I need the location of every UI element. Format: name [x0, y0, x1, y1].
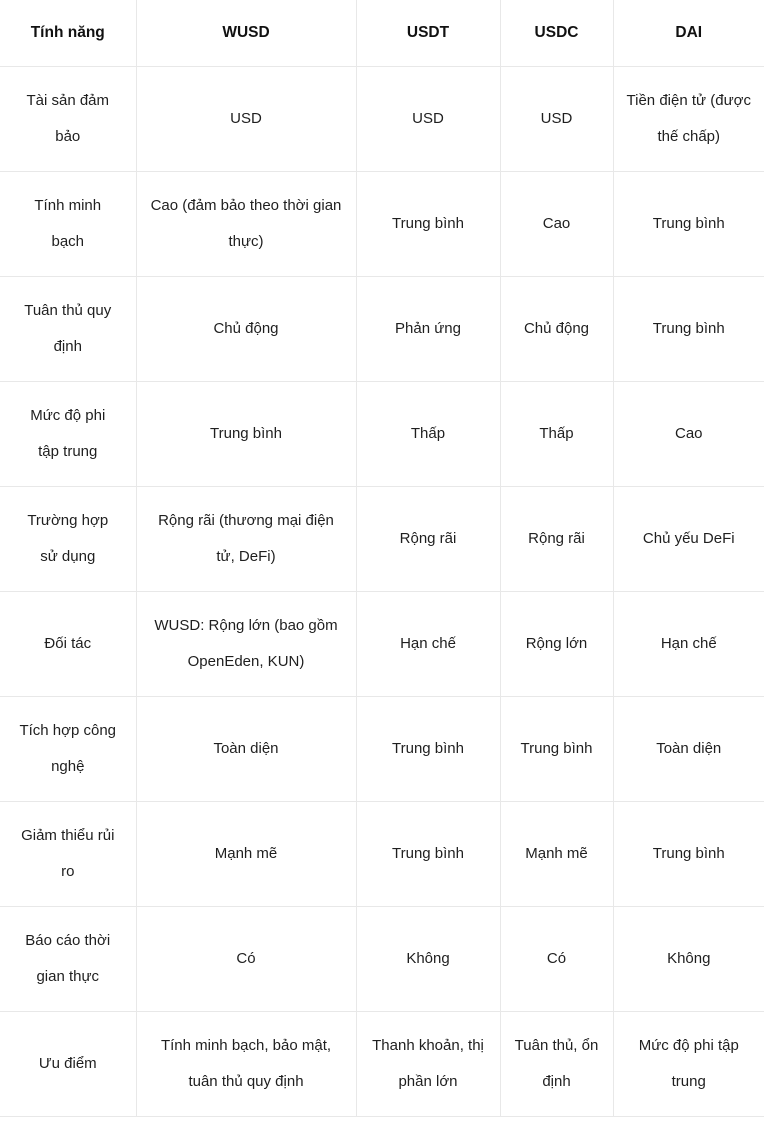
wusd-cell: Có: [136, 906, 356, 1011]
feature-cell: Ưu điểm: [0, 1011, 136, 1116]
table-row: [0, 906, 764, 1011]
table-row: [0, 486, 764, 591]
usdc-cell: Có: [500, 906, 613, 1011]
feature-cell: Tính minh bạch: [0, 171, 136, 276]
table-row: [0, 66, 764, 171]
feature-cell: Mức độ phi tập trung: [0, 381, 136, 486]
feature-cell: Tuân thủ quy định: [0, 276, 136, 381]
table-row: [0, 171, 764, 276]
table-row: [0, 801, 764, 906]
table-row: [0, 1011, 764, 1116]
wusd-cell: Cao (đảm bảo theo thời gian thực): [136, 171, 356, 276]
usdt-cell: Phản ứng: [356, 276, 500, 381]
usdc-cell: Mạnh mẽ: [500, 801, 613, 906]
table-row: [0, 276, 764, 381]
dai-cell: Toàn diện: [613, 696, 764, 801]
feature-cell: Báo cáo thời gian thực: [0, 906, 136, 1011]
usdc-cell: Trung bình: [500, 696, 613, 801]
usdt-cell: Hạn chế: [356, 591, 500, 696]
usdt-cell: Trung bình: [356, 801, 500, 906]
table-row: [0, 696, 764, 801]
usdc-cell: Tuân thủ, ổn định: [500, 1011, 613, 1116]
feature-cell: Tài sản đảm bảo: [0, 66, 136, 171]
feature-cell: Đối tác: [0, 591, 136, 696]
wusd-cell: Mạnh mẽ: [136, 801, 356, 906]
usdt-cell: Rộng rãi: [356, 486, 500, 591]
usdt-cell: Trung bình: [356, 696, 500, 801]
feature-cell: Giảm thiểu rủi ro: [0, 801, 136, 906]
usdc-cell: Thấp: [500, 381, 613, 486]
usdc-cell: USD: [500, 66, 613, 171]
header-dai: DAI: [613, 0, 764, 66]
dai-cell: Trung bình: [613, 276, 764, 381]
dai-cell: Tiền điện tử (được thế chấp): [613, 66, 764, 171]
wusd-cell: Tính minh bạch, bảo mật, tuân thủ quy định: [136, 1011, 356, 1116]
header-feature: Tính năng: [0, 0, 136, 66]
table-row: [0, 381, 764, 486]
header-usdt: USDT: [356, 0, 500, 66]
wusd-cell: Trung bình: [136, 381, 356, 486]
wusd-cell: Chủ động: [136, 276, 356, 381]
dai-cell: Mức độ phi tập trung: [613, 1011, 764, 1116]
header-usdc: USDC: [500, 0, 613, 66]
dai-cell: Chủ yếu DeFi: [613, 486, 764, 591]
dai-cell: Hạn chế: [613, 591, 764, 696]
usdc-cell: Rộng lớn: [500, 591, 613, 696]
dai-cell: Không: [613, 906, 764, 1011]
usdt-cell: USD: [356, 66, 500, 171]
usdc-cell: Cao: [500, 171, 613, 276]
feature-cell: Trường hợp sử dụng: [0, 486, 136, 591]
usdt-cell: Trung bình: [356, 171, 500, 276]
wusd-cell: Toàn diện: [136, 696, 356, 801]
table-row: [0, 591, 764, 696]
usdc-cell: Chủ động: [500, 276, 613, 381]
dai-cell: Cao: [613, 381, 764, 486]
table-header-row: [0, 0, 764, 66]
feature-cell: Tích hợp công nghệ: [0, 696, 136, 801]
dai-cell: Trung bình: [613, 801, 764, 906]
usdt-cell: Thanh khoản, thị phần lớn: [356, 1011, 500, 1116]
usdt-cell: Thấp: [356, 381, 500, 486]
wusd-cell: Rộng rãi (thương mại điện tử, DeFi): [136, 486, 356, 591]
wusd-cell: USD: [136, 66, 356, 171]
dai-cell: Trung bình: [613, 171, 764, 276]
wusd-cell: WUSD: Rộng lớn (bao gồm OpenEden, KUN): [136, 591, 356, 696]
usdt-cell: Không: [356, 906, 500, 1011]
header-wusd: WUSD: [136, 0, 356, 66]
usdc-cell: Rộng rãi: [500, 486, 613, 591]
